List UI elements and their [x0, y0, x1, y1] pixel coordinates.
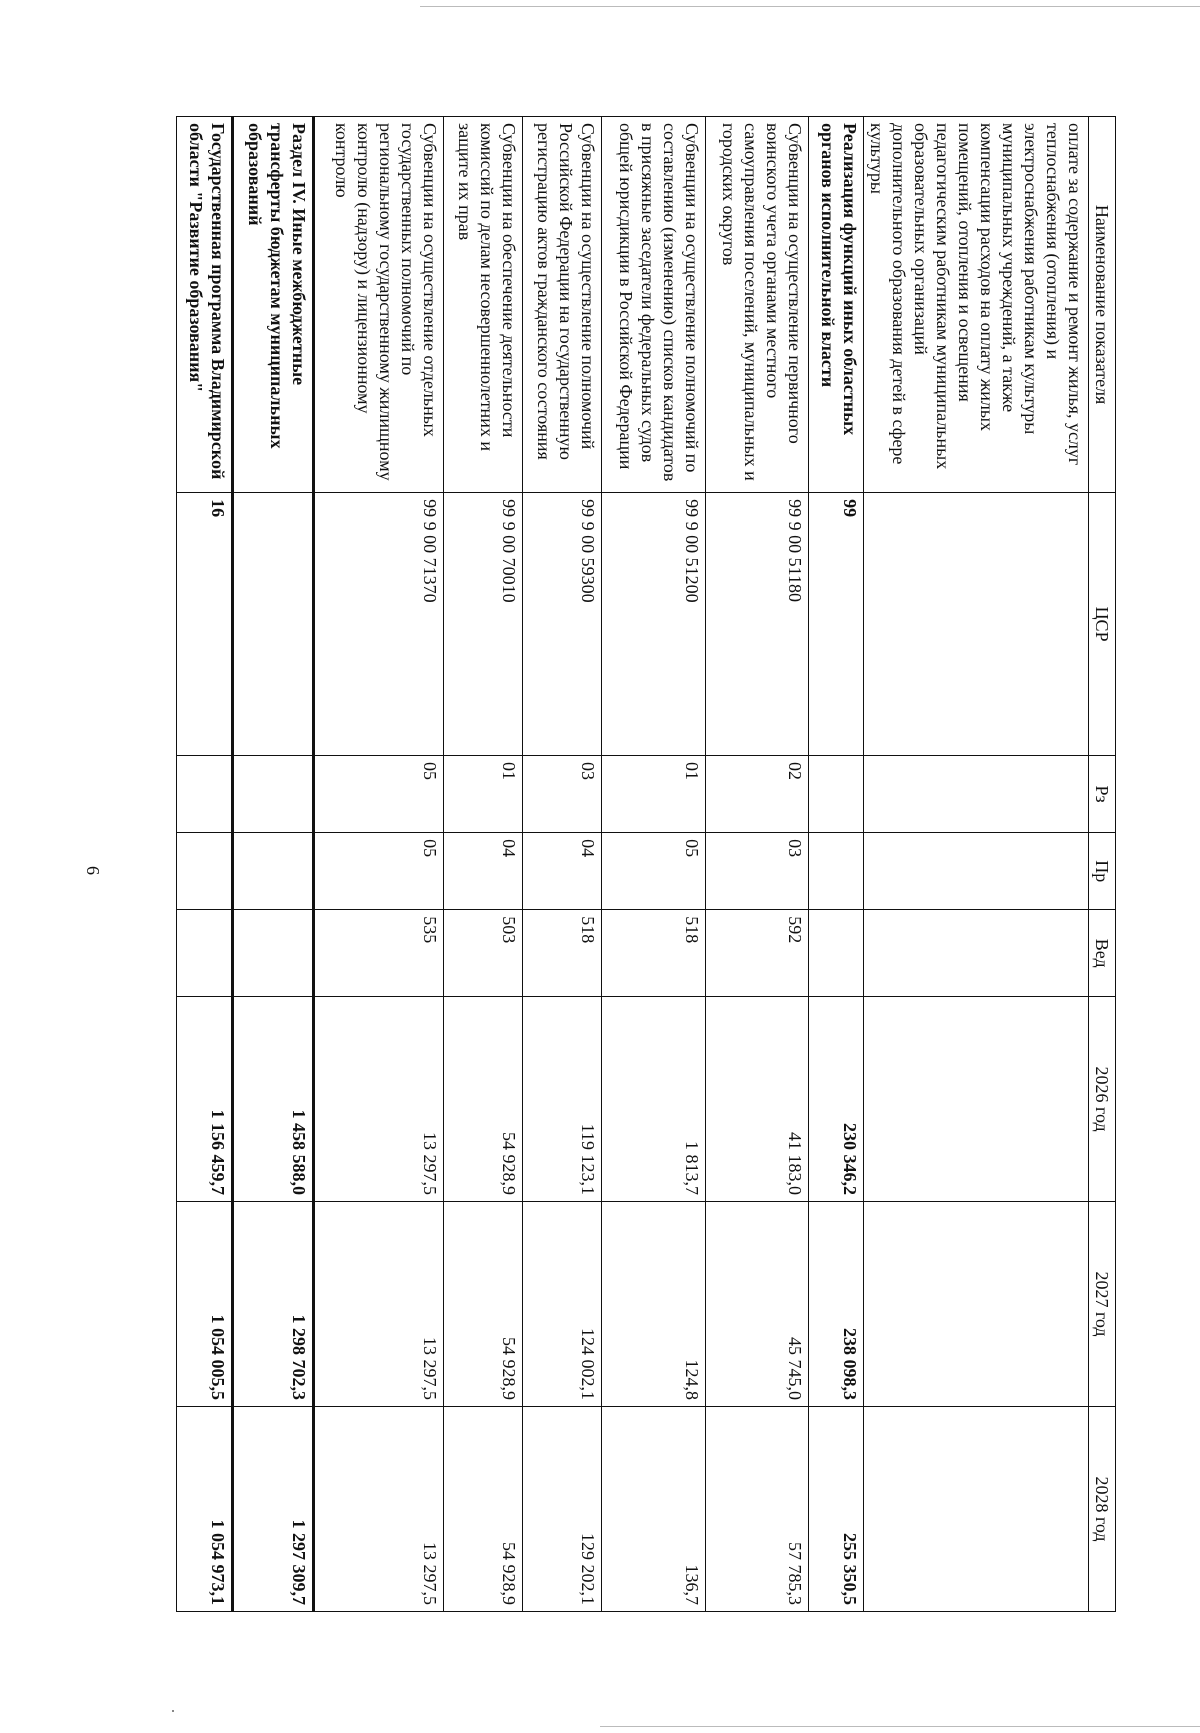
row-2028: 13 297,5: [314, 1407, 443, 1612]
row-pr: 04: [522, 833, 601, 910]
row-pr: 05: [601, 833, 705, 910]
header-rz: Рз: [1089, 755, 1116, 832]
row-rz: 05: [314, 755, 443, 832]
row-pr: [809, 833, 864, 910]
table-row: [522, 117, 601, 1612]
row-2028: 255 350,5: [809, 1407, 864, 1612]
row-2027: 45 745,0: [705, 1202, 809, 1407]
row-rz: [232, 755, 313, 832]
row-rz: 02: [705, 755, 809, 832]
row-name: Субвенции на обеспечение деятельности комиссий по делам несовершеннолетних и защите их прав: [443, 117, 522, 493]
row-rz: [177, 755, 233, 832]
table-header-row: [1089, 117, 1116, 1612]
row-ved: [864, 910, 1089, 997]
row-2027: 54 928,9: [443, 1202, 522, 1407]
row-name: оплате за содержание и ремонт жилья, услуг теплоснабжения (отопления) и электроснабжения работникам культуры муниципальных учреждений, а также компенсации расходов на оплату жилых помещений, отопления и освещения педагогическим работникам муниципальных образовательных организаций дополнительного образования детей в сфере культуры: [864, 117, 1089, 493]
row-2027: 1 054 005,5: [177, 1202, 233, 1407]
header-ved: Вед: [1089, 910, 1116, 997]
row-pr: [864, 833, 1089, 910]
header-csr: ЦСР: [1089, 493, 1116, 756]
row-2026: 41 183,0: [705, 997, 809, 1202]
row-ved: [809, 910, 864, 997]
row-name: Субвенции на осуществление отдельных государственных полномочий по региональному государственному жилищному контролю (надзору) и лицензионному контролю: [314, 117, 443, 493]
table-row: [314, 117, 443, 1612]
row-2028: 1 297 309,7: [232, 1407, 313, 1612]
row-csr: 99: [809, 493, 864, 756]
row-2027: [864, 1202, 1089, 1407]
row-csr: 99 9 00 51200: [601, 493, 705, 756]
row-rz: 01: [443, 755, 522, 832]
header-2028: 2028 год: [1089, 1407, 1116, 1612]
row-ved: 503: [443, 910, 522, 997]
row-ved: 518: [522, 910, 601, 997]
row-name: Государственная программа Владимирской области "Развитие образования": [177, 117, 233, 493]
rotated-table-container: [176, 116, 1116, 1612]
page-number: 6: [83, 866, 103, 875]
row-rz: [809, 755, 864, 832]
table-row: [232, 117, 313, 1612]
row-csr: 99 9 00 70010: [443, 493, 522, 756]
row-pr: 04: [443, 833, 522, 910]
table-row: [443, 117, 522, 1612]
row-name: Субвенции на осуществление полномочий Российской Федерации на государственную регистрацию актов гражданского состояния: [522, 117, 601, 493]
row-2026: 230 346,2: [809, 997, 864, 1202]
row-2026: 119 123,1: [522, 997, 601, 1202]
row-2027: 124 002,1: [522, 1202, 601, 1407]
header-2026: 2026 год: [1089, 997, 1116, 1202]
row-pr: [232, 833, 313, 910]
scan-speck: [172, 1710, 174, 1712]
row-rz: 03: [522, 755, 601, 832]
row-2028: [864, 1407, 1089, 1612]
table-row: [177, 117, 233, 1612]
row-2027: 1 298 702,3: [232, 1202, 313, 1407]
row-2028: 136,7: [601, 1407, 705, 1612]
row-name: Субвенции на осуществление полномочий по составлению (изменению) списков кандидатов в присяжные заседатели федеральных судов общей юрисдикции в Российской Федерации: [601, 117, 705, 493]
header-name: Наименование показателя: [1089, 117, 1116, 493]
row-2026: 1 458 588,0: [232, 997, 313, 1202]
row-ved: 518: [601, 910, 705, 997]
row-name: Реализация функций иных областных органов исполнительной власти: [809, 117, 864, 493]
header-pr: Пр: [1089, 833, 1116, 910]
scan-edge-bottom: [600, 1726, 1200, 1727]
row-2027: 13 297,5: [314, 1202, 443, 1407]
row-csr: [232, 493, 313, 756]
row-pr: 05: [314, 833, 443, 910]
row-name: Раздел IV. Иные межбюджетные трансферты бюджетам муниципальных образований: [232, 117, 313, 493]
row-2027: 124,8: [601, 1202, 705, 1407]
row-2028: 54 928,9: [443, 1407, 522, 1612]
row-2026: [864, 997, 1089, 1202]
row-ved: 592: [705, 910, 809, 997]
row-2026: 1 813,7: [601, 997, 705, 1202]
row-2026: 13 297,5: [314, 997, 443, 1202]
row-pr: 03: [705, 833, 809, 910]
row-rz: [864, 755, 1089, 832]
table-row: [864, 117, 1089, 1612]
row-2028: 1 054 973,1: [177, 1407, 233, 1612]
row-2026: 1 156 459,7: [177, 997, 233, 1202]
row-csr: [864, 493, 1089, 756]
row-csr: 99 9 00 51180: [705, 493, 809, 756]
row-2027: 238 098,3: [809, 1202, 864, 1407]
row-2028: 129 202,1: [522, 1407, 601, 1612]
row-name: Субвенции на осуществление первичного воинского учета органами местного самоуправления поселений, муниципальных и городских округов: [705, 117, 809, 493]
row-ved: [232, 910, 313, 997]
scan-edge-top: [420, 6, 1200, 7]
row-2028: 57 785,3: [705, 1407, 809, 1612]
budget-table: [176, 116, 1116, 1612]
row-ved: 535: [314, 910, 443, 997]
table-row: [601, 117, 705, 1612]
row-ved: [177, 910, 233, 997]
table-row: [705, 117, 809, 1612]
row-pr: [177, 833, 233, 910]
row-rz: 01: [601, 755, 705, 832]
header-2027: 2027 год: [1089, 1202, 1116, 1407]
row-csr: 99 9 00 59300: [522, 493, 601, 756]
table-row: [809, 117, 864, 1612]
row-2026: 54 928,9: [443, 997, 522, 1202]
row-csr: 99 9 00 71370: [314, 493, 443, 756]
row-csr: 16: [177, 493, 233, 756]
